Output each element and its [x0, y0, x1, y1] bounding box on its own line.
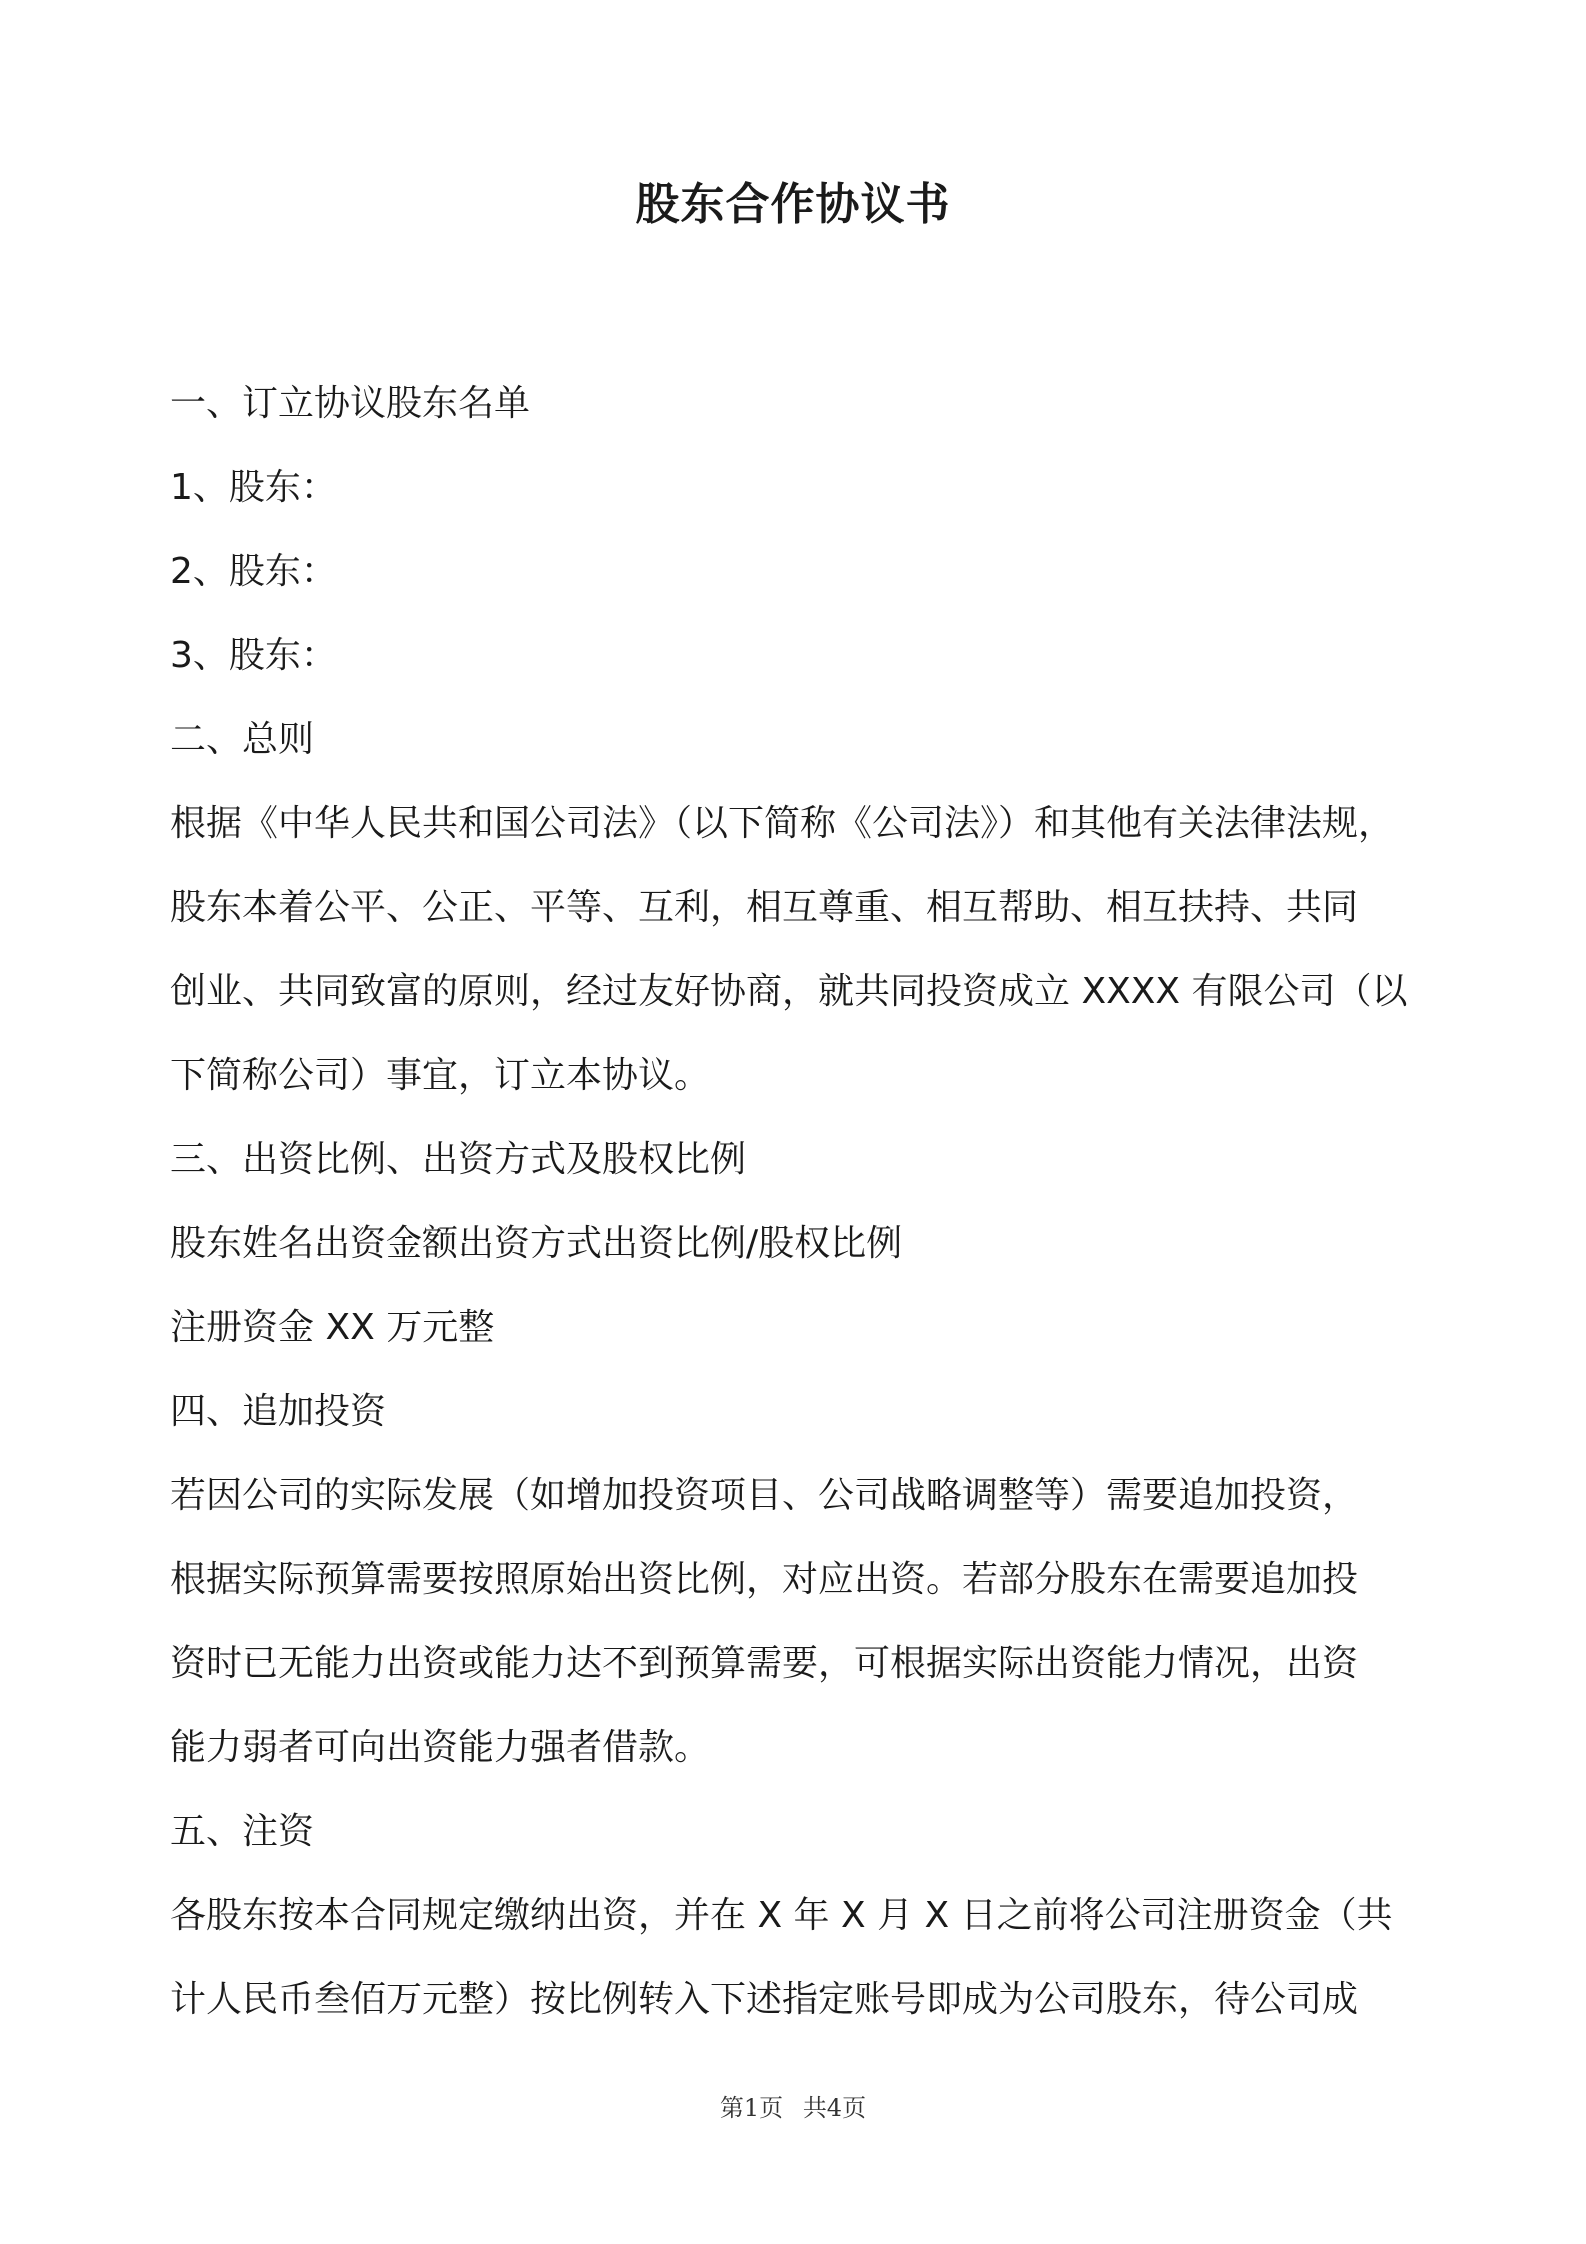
document-body	[170, 362, 1425, 2042]
section-2-heading: 二、总则	[170, 719, 315, 760]
section-5-paragraph-line: 各股东按本合同规定缴纳出资，并在 X 年 X 月 X 日之前将公司注册资金（共	[170, 1895, 1393, 1936]
section-1-heading: 一、订立协议股东名单	[170, 383, 531, 424]
section-5-paragraph-line: 计人民币叁佰万元整）按比例转入下述指定账号即成为公司股东，待公司成	[170, 1979, 1359, 2020]
total-pages-label: 共4页	[802, 2094, 867, 2122]
section-4-paragraph-line: 能力弱者可向出资能力强者借款。	[170, 1727, 711, 1768]
section-5-heading: 五、注资	[170, 1811, 315, 1852]
section-2-paragraph-line: 根据《中华人民共和国公司法》（以下简称《公司法》）和其他有关法律法规，	[170, 803, 1395, 844]
document-title: 股东合作协议书	[635, 179, 951, 230]
current-page-label: 第1页	[719, 2094, 784, 2122]
page-footer	[0, 2088, 1586, 2123]
shareholder-2-line: 2、股东：	[170, 551, 337, 592]
section-4-paragraph-line: 根据实际预算需要按照原始出资比例，对应出资。若部分股东在需要追加投	[170, 1559, 1359, 1600]
shareholder-3-line: 3、股东：	[170, 635, 337, 676]
section-2-paragraph-line: 创业、共同致富的原则，经过友好协商，就共同投资成立 XXXX 有限公司（以	[170, 971, 1408, 1012]
section-3-heading: 三、出资比例、出资方式及股权比例	[170, 1139, 747, 1180]
capital-table-header: 股东姓名出资金额出资方式出资比例/股权比例	[170, 1223, 903, 1264]
section-4-heading: 四、追加投资	[170, 1391, 387, 1432]
registered-capital-line: 注册资金 XX 万元整	[170, 1307, 495, 1348]
section-4-paragraph-line: 若因公司的实际发展（如增加投资项目、公司战略调整等）需要追加投资，	[170, 1475, 1359, 1516]
section-2-paragraph-line: 下简称公司）事宜，订立本协议。	[170, 1055, 711, 1096]
section-2-paragraph-line: 股东本着公平、公正、平等、互利，相互尊重、相互帮助、相互扶持、共同	[170, 887, 1359, 928]
section-4-paragraph-line: 资时已无能力出资或能力达不到预算需要，可根据实际出资能力情况，出资	[170, 1643, 1359, 1684]
shareholder-1-line: 1、股东：	[170, 467, 337, 508]
